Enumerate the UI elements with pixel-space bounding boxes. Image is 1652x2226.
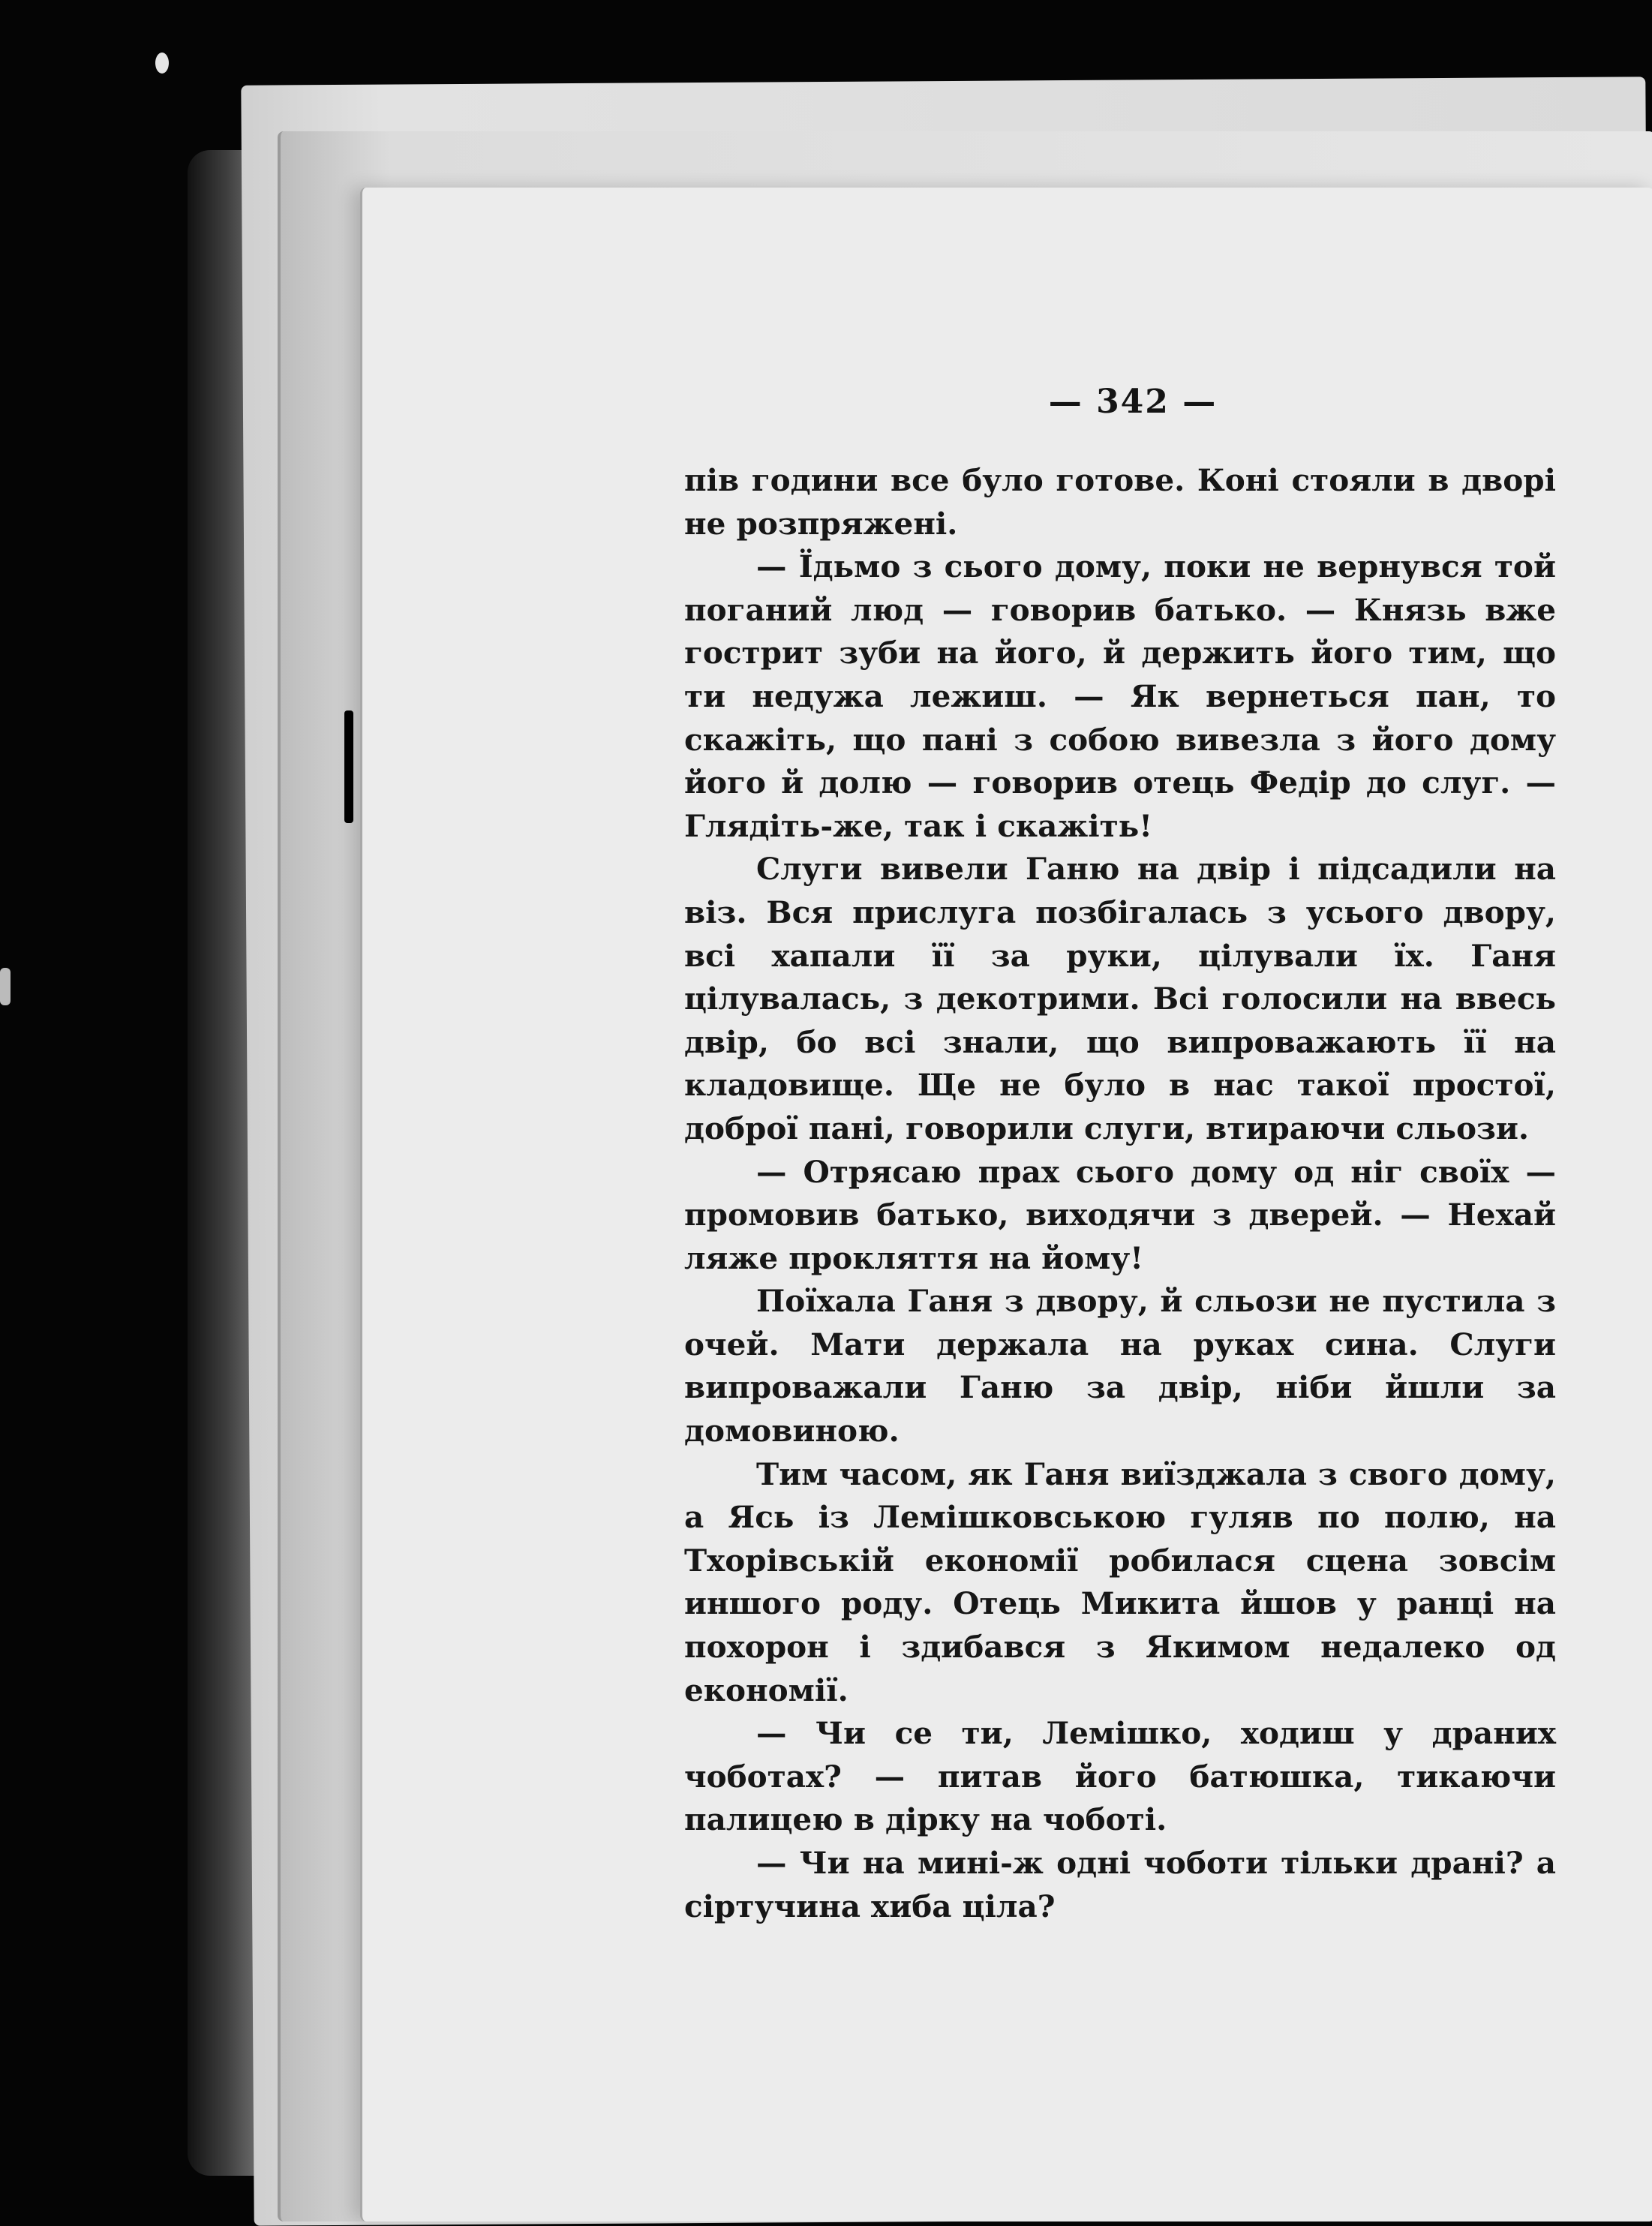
paragraph: Поїхала Ганя з двору, й сльози не пустила з очей. Мати держала на руках сина. Слуги випроважали Ганю за двір, ніби йшли за домовиною.	[684, 1283, 1556, 1449]
paragraph: пів години все було готове. Коні стояли в дворі не розпряжені.	[684, 462, 1556, 542]
paragraph: — Чи се ти, Лемішко, ходиш у драних чоботах? — питав його батюшка, тикаючи палицею в дірку на чоботі.	[684, 1715, 1556, 1838]
scan-speck	[0, 968, 11, 1005]
paragraph: Слуги вивели Ганю на двір і підсадили на віз. Вся прислуга позбігалась з усього двору, всі хапали її за руки, цілували їх. Ганя цілувалась, з декотрими. Всі голосили на ввесь двір, бо всі знали, що випроважають її на кладовище. Ще не було в нас такої простої, доброї пані, говорили слуги, втираючи сльози.	[684, 851, 1556, 1146]
binding-mark	[344, 710, 353, 823]
paragraph: — Їдьмо з сього дому, поки не вернувся той поганий люд — говорив батько. — Князь вже гострит зуби на його, й держить його тим, що ти недужа лежиш. — Як вернеться пан, то скажіть, що пані з собою вивезла з його дому його й долю — говорив отець Федір до слуг. — Глядіть-же, так і скажіть!	[684, 548, 1556, 844]
paragraph: Тим часом, як Ганя виїзджала з свого дому, а Ясь із Лемішковською гуляв по полю, на Тхорівській економії робилася сцена зовсім иншого роду. Отець Микита йшов у ранці на похорон і здибався з Якимом недалеко од економії.	[684, 1455, 1556, 1708]
page-number: — 342 —	[1048, 383, 1218, 421]
scan-speck	[155, 53, 169, 74]
paragraph: — Чи на мині-ж одні чоботи тільки драні? а сіртучина хиба ціла?	[684, 1845, 1556, 1924]
page-text-block	[684, 459, 1556, 1928]
paragraph: — Отрясаю прах сього дому од ніг своїх — промовив батько, виходячи з дверей. — Нехай ляже прокляття на йому!	[684, 1153, 1556, 1276]
